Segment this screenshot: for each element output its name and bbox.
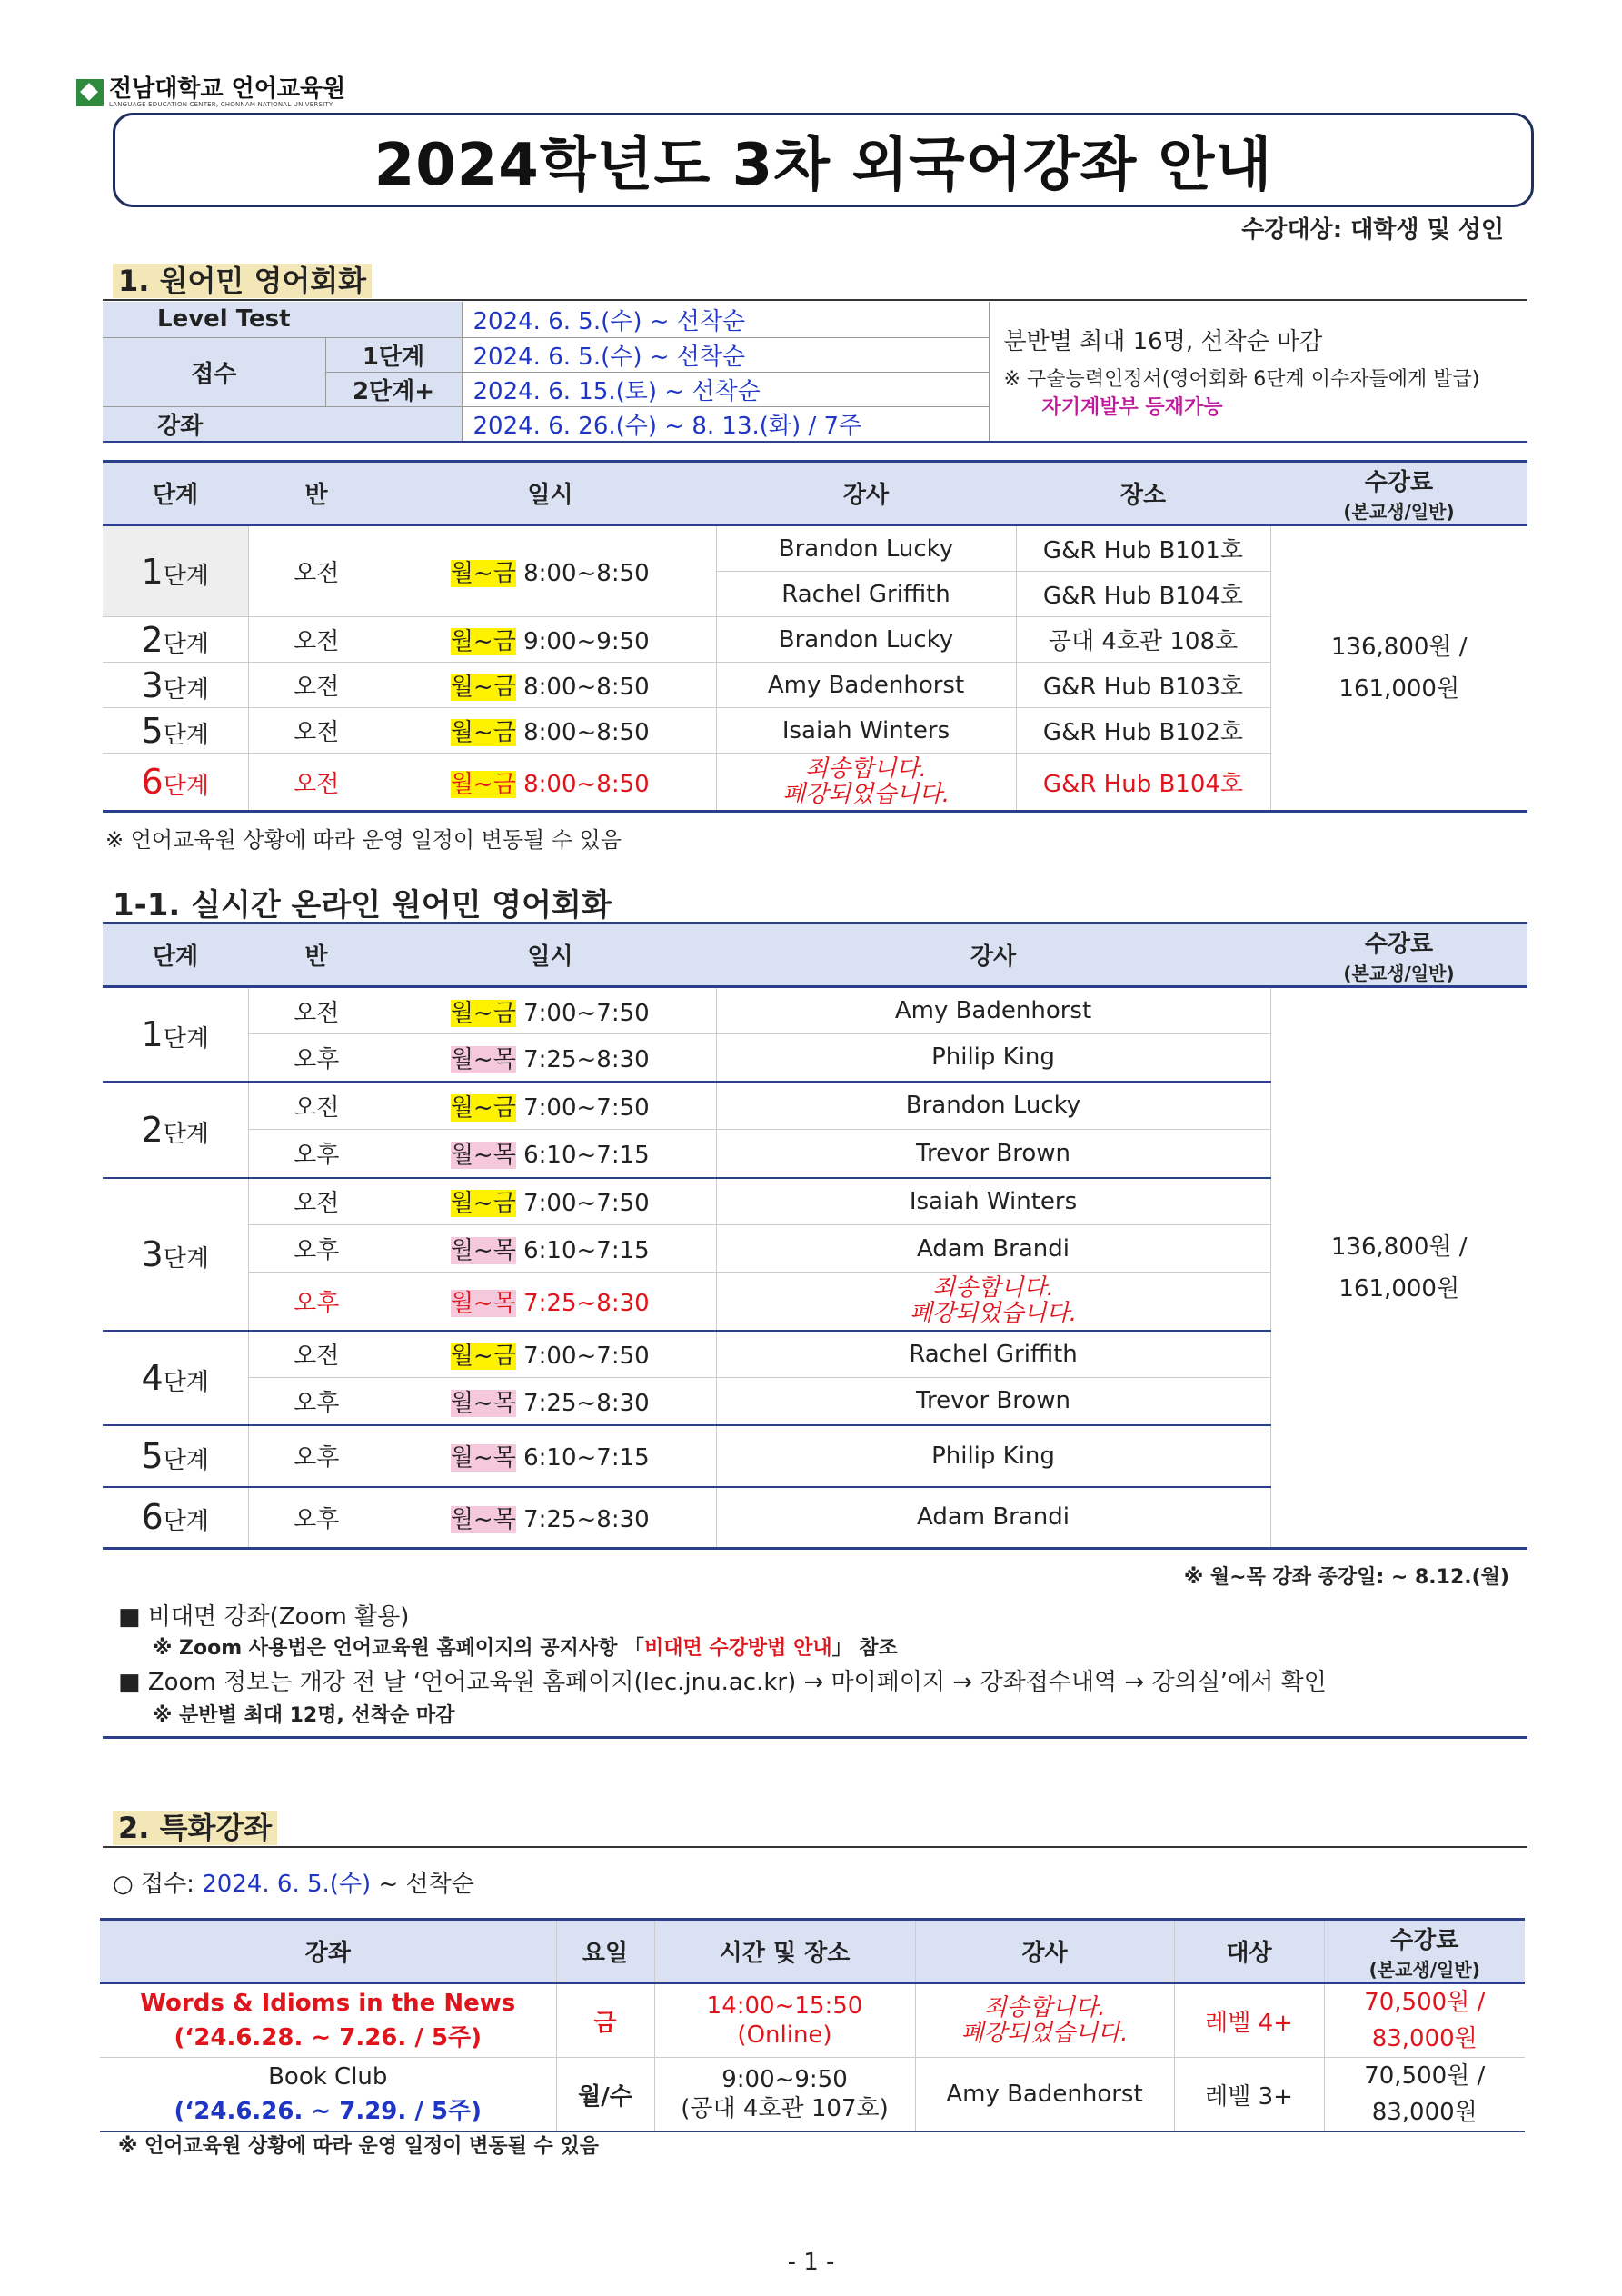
section11-heading: 1-1. 실시간 온라인 원어민 영어회화 xyxy=(113,887,612,923)
section2-registration: ○ 접수: 2024. 6. 5.(수) ~ 선착순 xyxy=(113,1871,474,1898)
day-cell: 월/수 xyxy=(556,2058,654,2132)
section2-table xyxy=(100,1918,1525,2132)
col-teacher: 강사 xyxy=(716,462,1016,525)
class-cell: 오전 xyxy=(294,1190,340,1218)
fee-cell: 136,800원 / 161,000원 xyxy=(1330,634,1468,703)
class-cell: 오후 xyxy=(294,1045,340,1073)
teacher-cell: Amy Badenhorst xyxy=(716,987,1270,1034)
level-cell: 2단계 xyxy=(103,1082,248,1178)
col-place: 장소 xyxy=(1016,462,1270,525)
section2-heading: 2. 특화강좌 xyxy=(113,1805,277,1847)
teacher-cell: Amy Badenhorst xyxy=(716,663,1016,708)
place-cell: G&R Hub B101호 xyxy=(1016,525,1270,572)
col-teacher: 강사 xyxy=(716,923,1270,987)
teacher-cell: Adam Brandi xyxy=(716,1487,1270,1549)
col-time-place: 시간 및 장소 xyxy=(654,1920,915,1983)
target-cell: 레벨 4+ xyxy=(1174,1983,1324,2058)
section2-rule xyxy=(103,1846,1527,1848)
time-cell: 월~금 8:00~8:50 xyxy=(384,663,716,708)
col-fee: 수강료 (본교생/일반) xyxy=(1270,462,1527,525)
page-title: 2024학년도 3차 외국어강좌 안내 xyxy=(373,132,1273,199)
place-cell: G&R Hub B102호 xyxy=(1016,708,1270,754)
level-test-label: Level Test xyxy=(103,302,462,337)
day-cell: 금 xyxy=(556,1983,654,2058)
time-cell: 월~금 7:00~7:50 xyxy=(384,987,716,1034)
level-cell: 3단계 xyxy=(103,663,248,708)
target-cell: 레벨 3+ xyxy=(1174,2058,1324,2132)
col-class: 반 xyxy=(248,923,384,987)
teacher-cell: Rachel Griffith xyxy=(716,572,1016,617)
col-target: 대상 xyxy=(1174,1920,1324,1983)
class-cell: 오전 xyxy=(294,628,340,655)
cancelled-cell: 죄송합니다. 폐강되었습니다. xyxy=(716,1273,1270,1331)
course-period-value: 2024. 6. 26.(수) ~ 8. 13.(화) / 7주 xyxy=(462,406,989,442)
class-cell: 오전 xyxy=(294,674,340,701)
bullet-zoom-guide: ※ Zoom 사용법은 언어교육원 홈페이지의 공지사항 「비대면 수강방법 안내」 참조 xyxy=(153,1637,898,1660)
logo-name: 전남대학교 언어교육원 xyxy=(109,75,346,103)
class-cell: 오후 xyxy=(294,1389,340,1417)
bullet-zoom-class: ■ 비대면 강좌(Zoom 활용) xyxy=(118,1603,410,1631)
cancelled-cell: 죄송합니다. 폐강되었습니다. xyxy=(915,1983,1174,2058)
teacher-cell: Brandon Lucky xyxy=(716,1082,1270,1130)
bullet-zoom-info: ■ Zoom 정보는 개강 전 날 ‘언어교육원 홈페이지(lec.jnu.ac.kr) → 마이페이지 → 강좌접수내역 → 강의실’에서 확인 xyxy=(118,1669,1327,1696)
level-cell: 6단계 xyxy=(103,1487,248,1549)
level-cell: 3단계 xyxy=(103,1178,248,1331)
info-note-certificate: ※ 구술능력인정서(영어회화 6단계 이수자들에게 발급) xyxy=(1003,367,1480,391)
class-cell: 오전 xyxy=(294,560,340,587)
time-cell: 월~금 8:00~8:50 xyxy=(384,754,716,812)
teacher-cell: Brandon Lucky xyxy=(716,525,1016,572)
level-cell: 1단계 xyxy=(103,525,248,617)
teacher-cell: Trevor Brown xyxy=(716,1130,1270,1178)
section1-rule xyxy=(103,299,1527,301)
time-cell: 월~목 6:10~7:15 xyxy=(384,1425,716,1487)
time-cell: 월~목 7:25~8:30 xyxy=(384,1378,716,1425)
class-cell: 오후 xyxy=(294,1289,340,1317)
col-fee: 수강료 (본교생/일반) xyxy=(1324,1920,1525,1983)
teacher-cell: Philip King xyxy=(716,1034,1270,1082)
class-cell: 오전 xyxy=(294,1343,340,1371)
section1-schedule-table xyxy=(103,460,1527,813)
place-cell: 공대 4호관 108호 xyxy=(1016,617,1270,663)
section11-schedule-table xyxy=(103,922,1527,1550)
col-level: 단계 xyxy=(103,923,248,987)
cancelled-cell: 죄송합니다. 폐강되었습니다. xyxy=(716,754,1016,812)
info-note-capacity: 분반별 최대 16명, 선착순 마감 xyxy=(1003,327,1323,355)
registration-stage2-value: 2024. 6. 15.(토) ~ 선착순 xyxy=(462,372,989,406)
time-place-cell: 14:00~15:50 (Online) xyxy=(654,1983,915,2058)
course-period-label: 강좌 xyxy=(103,406,462,442)
fee-cell: 70,500원 / 83,000원 xyxy=(1364,1989,1486,2052)
teacher-cell: Trevor Brown xyxy=(716,1378,1270,1425)
col-course: 강좌 xyxy=(100,1920,556,1983)
time-cell: 월~목 7:25~8:30 xyxy=(384,1273,716,1331)
col-time: 일시 xyxy=(384,923,716,987)
time-cell: 월~금 9:00~9:50 xyxy=(384,617,716,663)
level-test-value: 2024. 6. 5.(수) ~ 선착순 xyxy=(462,302,989,337)
col-class: 반 xyxy=(248,462,384,525)
title-box xyxy=(113,113,1534,207)
logo-subtitle: LANGUAGE EDUCATION CENTER, CHONNAM NATIONAL UNIVERSITY xyxy=(109,101,333,108)
section1-footnote: ※ 언어교육원 상황에 따라 운영 일정이 변동될 수 있음 xyxy=(105,827,622,853)
level-cell: 5단계 xyxy=(103,708,248,754)
col-level: 단계 xyxy=(103,462,248,525)
level-cell: 2단계 xyxy=(103,617,248,663)
teacher-cell: Philip King xyxy=(716,1425,1270,1487)
col-teacher: 강사 xyxy=(915,1920,1174,1983)
class-cell: 오전 xyxy=(294,770,340,798)
class-cell: 오후 xyxy=(294,1444,340,1472)
time-cell: 월~목 6:10~7:15 xyxy=(384,1130,716,1178)
section1-info-table xyxy=(103,302,1527,443)
teacher-cell: Rachel Griffith xyxy=(716,1331,1270,1378)
place-cell: G&R Hub B104호 xyxy=(1016,572,1270,617)
time-cell: 월~목 7:25~8:30 xyxy=(384,1034,716,1082)
section1-heading: 1. 원어민 영어회화 xyxy=(113,258,372,300)
class-cell: 오전 xyxy=(294,719,340,746)
time-cell: 월~목 7:25~8:30 xyxy=(384,1487,716,1549)
teacher-cell: Amy Badenhorst xyxy=(915,2058,1174,2132)
class-cell: 오전 xyxy=(294,999,340,1027)
end-date-note: ※ 월~목 강좌 종강일: ~ 8.12.(월) xyxy=(1183,1566,1509,1589)
level-cell: 1단계 xyxy=(103,987,248,1082)
registration-stage2-label: 2단계+ xyxy=(325,372,462,406)
level-cell: 4단계 xyxy=(103,1331,248,1425)
logo-mark-icon xyxy=(76,79,104,106)
class-cell: 오전 xyxy=(294,1093,340,1122)
col-time: 일시 xyxy=(384,462,716,525)
place-cell: G&R Hub B103호 xyxy=(1016,663,1270,708)
institution-logo xyxy=(76,73,345,113)
teacher-cell: Brandon Lucky xyxy=(716,617,1016,663)
teacher-cell: Adam Brandi xyxy=(716,1225,1270,1273)
class-cell: 오후 xyxy=(294,1505,340,1533)
level-cell: 5단계 xyxy=(103,1425,248,1487)
col-day: 요일 xyxy=(556,1920,654,1983)
bullet-capacity-note: ※ 분반별 최대 12명, 선착순 마감 xyxy=(153,1704,455,1727)
time-cell: 월~금 7:00~7:50 xyxy=(384,1082,716,1130)
registration-stage1-value: 2024. 6. 5.(수) ~ 선착순 xyxy=(462,337,989,372)
level-cell: 6단계 xyxy=(103,754,248,812)
class-cell: 오후 xyxy=(294,1142,340,1170)
registration-stage1-label: 1단계 xyxy=(325,337,462,372)
teacher-cell: Isaiah Winters xyxy=(716,708,1016,754)
place-cell: G&R Hub B104호 xyxy=(1016,754,1270,812)
section2-footnote: ※ 언어교육원 상황에 따라 운영 일정이 변동될 수 있음 xyxy=(118,2135,599,2158)
registration-label: 접수 xyxy=(103,337,325,406)
time-cell: 월~목 6:10~7:15 xyxy=(384,1225,716,1273)
section11-rule xyxy=(103,1736,1527,1739)
page-number: - 1 - xyxy=(787,2249,835,2276)
teacher-cell: Isaiah Winters xyxy=(716,1178,1270,1225)
target-audience: 수강대상: 대학생 및 성인 xyxy=(1241,216,1504,244)
time-cell: 월~금 8:00~8:50 xyxy=(384,525,716,617)
time-cell: 월~금 7:00~7:50 xyxy=(384,1331,716,1378)
time-place-cell: 9:00~9:50 (공대 4호관 107호) xyxy=(654,2058,915,2132)
time-cell: 월~금 7:00~7:50 xyxy=(384,1178,716,1225)
class-cell: 오후 xyxy=(294,1237,340,1264)
col-fee: 수강료 (본교생/일반) xyxy=(1270,923,1527,987)
fee-cell: 70,500원 / 83,000원 xyxy=(1364,2062,1486,2126)
course-cell: Book Club (‘24.6.26. ~ 7.29. / 5주) xyxy=(100,2058,556,2132)
info-note-registration: 자기계발부 등재가능 xyxy=(1041,395,1223,419)
course-cell: Words & Idioms in the News (‘24.6.28. ~ 7.26. / 5주) xyxy=(100,1983,556,2058)
time-cell: 월~금 8:00~8:50 xyxy=(384,708,716,754)
fee-cell: 136,800원 / 161,000원 xyxy=(1330,1233,1468,1303)
